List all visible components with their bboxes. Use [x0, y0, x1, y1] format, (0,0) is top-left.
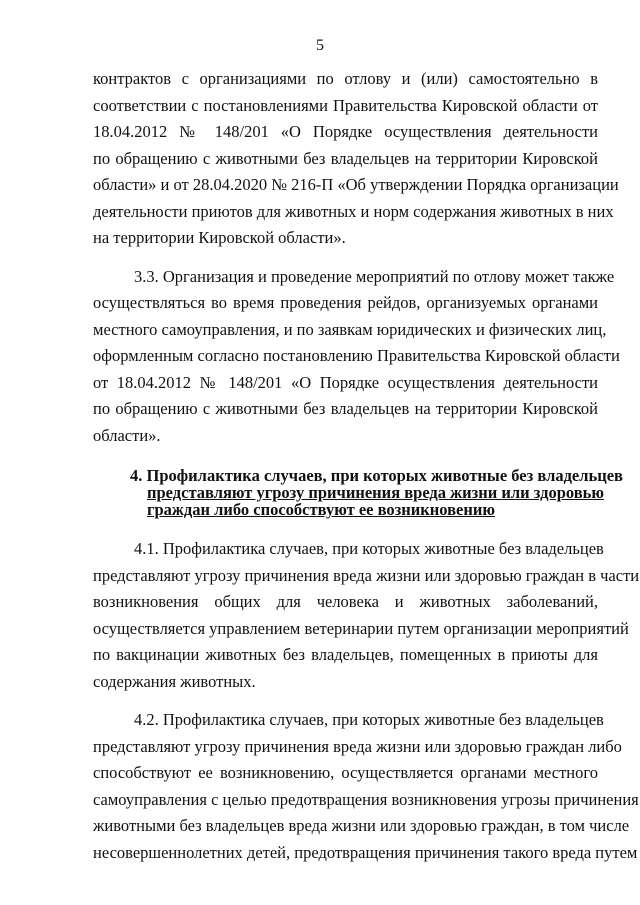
text-line: контрактов с организациями по отлову и (или) самостоятельно в	[93, 69, 598, 88]
paragraph-4-1	[93, 536, 640, 695]
text-line: осуществляется управлением ветеринарии путем организации мероприятий	[93, 618, 629, 638]
text-line: животными без владельцев вреда жизни или здоровью граждан, в том числе	[93, 816, 630, 835]
text-line: на территории Кировской области».	[93, 228, 346, 247]
text-line: представляют угрозу причинения вреда жизни или здоровью граждан в части	[93, 565, 640, 585]
text-line: по обращению с животными без владельцев на территории Кировской	[93, 148, 598, 168]
text-line: по обращению с животными без владельцев на территории Кировской	[93, 399, 598, 418]
spacer	[93, 449, 598, 467]
spacer	[93, 252, 598, 264]
spacer	[93, 518, 598, 536]
text-line: от 18.04.2012 № 148/201 «О Порядке осуществления деятельности	[93, 372, 598, 392]
section-heading-4	[130, 466, 623, 519]
text-line: по вакцинации животных без владельцев, помещенных в приюты для	[93, 645, 598, 664]
paragraph-3-3	[93, 264, 620, 450]
page-number: 5	[316, 37, 324, 54]
document-body	[93, 66, 640, 866]
paragraph-continuation	[93, 66, 619, 252]
paragraph-4-2	[93, 707, 639, 866]
text-line: самоуправления с целью предотвращения возникновения угрозы причинения	[93, 789, 639, 809]
text-line: области».	[93, 425, 161, 445]
heading-line: граждан либо способствуют ее возникновению	[147, 500, 496, 519]
spacer	[93, 695, 598, 707]
text-line: 3.3. Организация и проведение мероприятий по отлову может также	[134, 266, 615, 286]
text-line: деятельности приютов для животных и норм содержания животных в них	[93, 201, 614, 221]
text-line: 4.1. Профилактика случаев, при которых животные без владельцев	[134, 539, 604, 558]
text-line: осуществляться во время проведения рейдов, организуемых органами	[93, 293, 598, 312]
text-line: возникновения общих для человека и животных заболеваний,	[93, 592, 598, 611]
text-line: несовершеннолетних детей, предотвращения причинения такого вреда путем	[93, 842, 638, 862]
text-line: содержания животных.	[93, 671, 256, 691]
text-line: 18.04.2012 № 148/201 «О Порядке осуществления деятельности	[93, 122, 598, 141]
heading-line: представляют угрозу причинения вреда жизни или здоровью	[147, 483, 604, 502]
text-line: соответствии с постановлениями Правительства Кировской области от	[93, 95, 598, 115]
text-line: местного самоуправления, и по заявкам юридических и физических лиц,	[93, 319, 607, 339]
text-line: представляют угрозу причинения вреда жизни или здоровью граждан либо	[93, 736, 622, 756]
heading-line: 4. Профилактика случаев, при которых животные без владельцев	[130, 466, 623, 485]
text-line: оформленным согласно постановлению Правительства Кировской области	[93, 346, 620, 365]
text-line: области» и от 28.04.2020 № 216-П «Об утверждении Порядка организации	[93, 175, 619, 194]
text-line: 4.2. Профилактика случаев, при которых животные без владельцев	[134, 710, 604, 729]
text-line: способствуют ее возникновению, осуществляется органами местного	[93, 763, 598, 782]
